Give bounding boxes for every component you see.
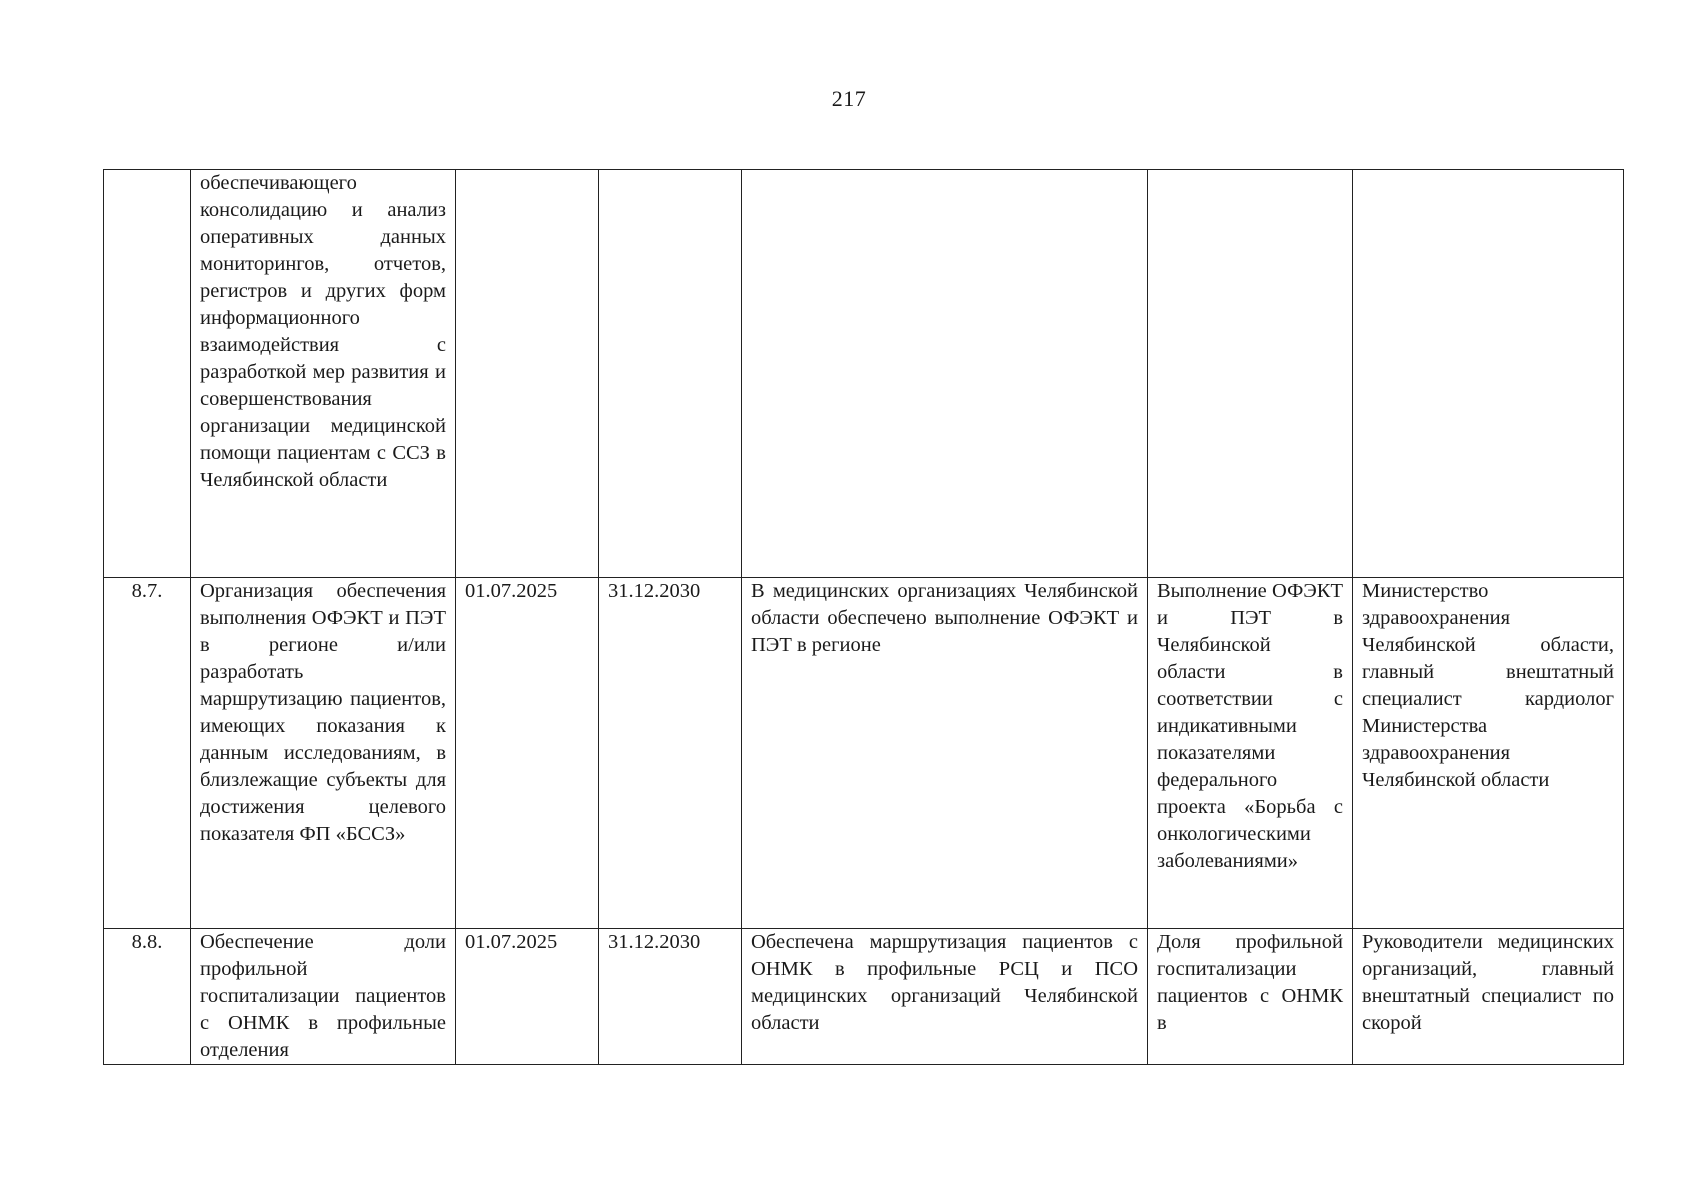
end-date-cell — [599, 170, 742, 578]
table-row — [104, 170, 1624, 578]
result-cell: Обеспечена маршрутизация пациентов с ОНМК в профильные РСЦ и ПСО медицинских организаций Челябинской области — [742, 929, 1148, 1065]
responsible-cell: Руководители медицинских организаций, главный внештатный специалист по скорой — [1353, 929, 1624, 1065]
row-number-cell: 8.8. — [104, 929, 191, 1065]
result-cell: В медицинских организациях Челябинской области обеспечено выполнение ОФЭКТ и ПЭТ в регионе — [742, 578, 1148, 929]
row-number-cell: 8.7. — [104, 578, 191, 929]
indicator-cell — [1148, 170, 1353, 578]
indicator-cell: Выполнение ОФЭКТ и ПЭТ в Челябинской области в соответствии с индикативными показателями федерального проекта «Борьба с онкологическими заболеваниями» — [1148, 578, 1353, 929]
responsible-cell: Министерство здравоохранения Челябинской области, главный внештатный специалист кардиолог Министерства здравоохранения Челябинской области — [1353, 578, 1624, 929]
start-date-cell: 01.07.2025 — [456, 929, 599, 1065]
table-row — [104, 929, 1624, 1065]
action-cell: Обеспечение доли профильной госпитализации пациентов с ОНМК в профильные отделения — [191, 929, 456, 1065]
end-date-cell: 31.12.2030 — [599, 578, 742, 929]
result-cell — [742, 170, 1148, 578]
row-number-cell — [104, 170, 191, 578]
action-cell: Организация обеспечения выполнения ОФЭКТ и ПЭТ в регионе и/или разработать маршрутизацию пациентов, имеющих показания к данным исследованиям, в близлежащие субъекты для достижения целевого показателя ФП «БССЗ» — [191, 578, 456, 929]
page-number: 217 — [831, 86, 867, 111]
table-row — [104, 578, 1624, 929]
end-date-cell: 31.12.2030 — [599, 929, 742, 1065]
measures-table — [103, 169, 1624, 1065]
responsible-cell — [1353, 170, 1624, 578]
start-date-cell: 01.07.2025 — [456, 578, 599, 929]
indicator-cell: Доля профильной госпитализации пациентов с ОНМК в — [1148, 929, 1353, 1065]
start-date-cell — [456, 170, 599, 578]
action-cell: обеспечивающего консолидацию и анализ оперативных данных мониторингов, отчетов, регистров и других форм информационного взаимодействия с разработкой мер развития и совершенствования организации медицинской помощи пациентам с ССЗ в Челябинской области — [191, 170, 456, 578]
